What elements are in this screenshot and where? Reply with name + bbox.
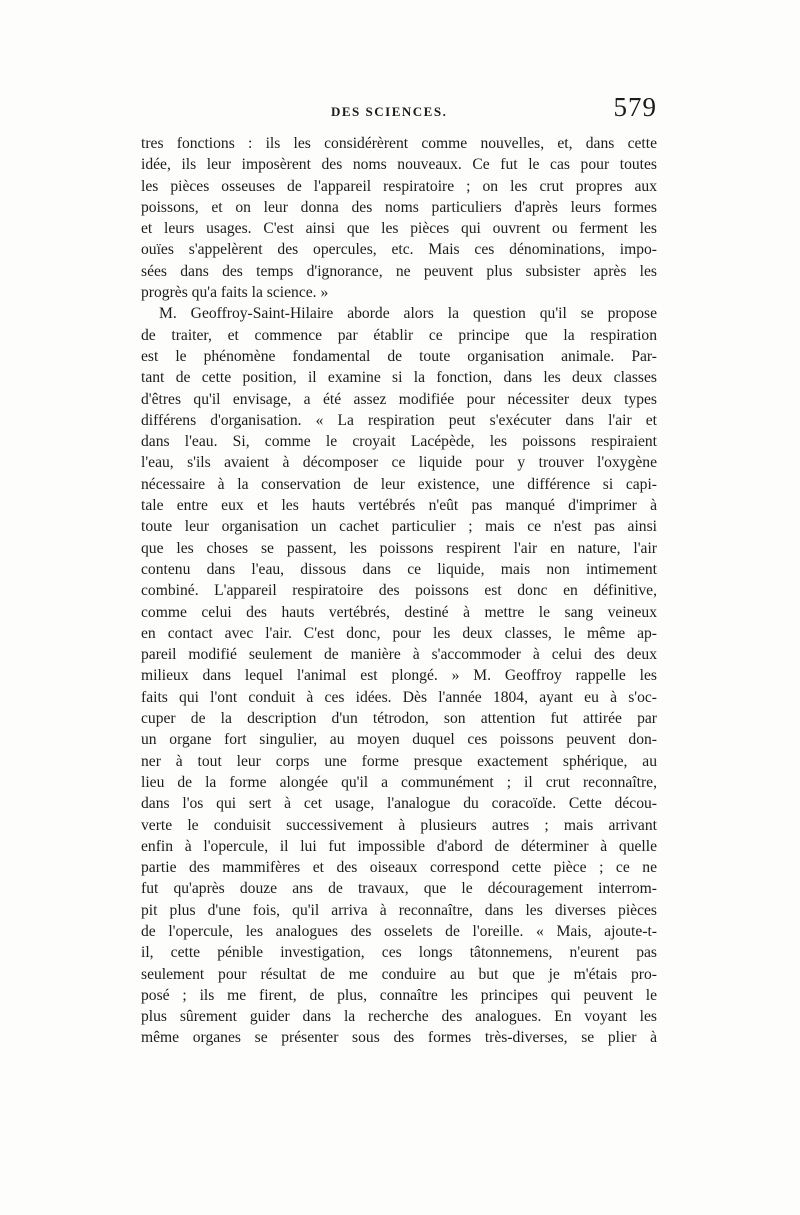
text-line: tale entre eux et les hauts vertébrés n'eût pas manqué d'imprimer à bbox=[141, 497, 657, 515]
text-line: il, cette pénible investigation, ces longs tâtonnemens, n'eurent pas bbox=[141, 944, 657, 962]
text-line: tant de cette position, il examine si la fonction, dans les deux classes bbox=[141, 369, 657, 387]
running-head bbox=[143, 92, 657, 132]
running-head-title: DES SCIENCES. bbox=[331, 104, 448, 119]
text-line: enfin à l'opercule, il lui fut impossible d'abord de déterminer à quelle bbox=[141, 837, 657, 855]
text-line: partie des mammifères et des oiseaux correspond cette pièce ; ce ne bbox=[141, 859, 657, 877]
text-line: fut qu'après douze ans de travaux, que le découragement interrom- bbox=[141, 880, 657, 898]
text-line: dans l'os qui sert à cet usage, l'analogue du coracoïde. Cette décou- bbox=[141, 795, 657, 813]
body-text bbox=[141, 133, 657, 1049]
text-line: un organe fort singulier, au moyen duquel ces poissons peuvent don- bbox=[141, 731, 657, 749]
text-line: les pièces osseuses de l'appareil respiratoire ; on les crut propres aux bbox=[141, 177, 657, 195]
text-line: idée, ils leur imposèrent des noms nouveaux. Ce fut le cas pour toutes bbox=[141, 156, 657, 174]
text-line: plus sûrement guider dans la recherche des analogues. En voyant les bbox=[141, 1008, 657, 1026]
text-line: comme celui des hauts vertébrés, destiné à mettre le sang veineux bbox=[141, 603, 657, 621]
text-line: dans l'eau. Si, comme le croyait Lacépède, les poissons respiraient bbox=[141, 433, 657, 451]
text-line: combiné. L'appareil respiratoire des poissons est donc en définitive, bbox=[141, 582, 657, 600]
text-line: seulement pour résultat de me conduire au but que je m'étais pro- bbox=[141, 965, 657, 983]
text-line: différens d'organisation. « La respiration peut s'exécuter dans l'air et bbox=[141, 411, 657, 429]
text-line: de traiter, et commence par établir ce principe que la respiration bbox=[141, 326, 657, 344]
text-line: poissons, et on leur donna des noms particuliers d'après leurs formes bbox=[141, 198, 657, 216]
text-line: contenu dans l'eau, dissous dans ce liquide, mais non intimement bbox=[141, 560, 657, 578]
text-line: et leurs usages. C'est ainsi que les pièces qui ouvrent ou ferment les bbox=[141, 220, 657, 238]
text-line: posé ; ils me firent, de plus, connaître les principes qui peuvent le bbox=[141, 986, 657, 1004]
text-line: tres fonctions : ils les considérèrent comme nouvelles, et, dans cette bbox=[141, 135, 657, 152]
text-line: verte le conduisit successivement à plusieurs autres ; mais arrivant bbox=[141, 816, 657, 834]
text-line: en contact avec l'air. C'est donc, pour les deux classes, le même ap- bbox=[141, 624, 657, 642]
text-line: de l'opercule, les analogues des osselets de l'oreille. « Mais, ajoute-t- bbox=[141, 922, 657, 940]
text-line: ouïes s'appelèrent des opercules, etc. Mais ces dénominations, impo- bbox=[141, 241, 657, 259]
text-line: d'êtres qu'il envisage, a été assez modifiée pour nécessiter deux types bbox=[141, 390, 657, 408]
text-line: nécessaire à la conservation de leur existence, une différence si capi- bbox=[141, 475, 657, 493]
text-line: progrès qu'a faits la science. » bbox=[141, 284, 329, 302]
text-line: même organes se présenter sous des formes très-diverses, se plier à bbox=[141, 1029, 657, 1047]
text-line: lieu de la forme alongée qu'il a communément ; il crut reconnaître, bbox=[141, 773, 657, 791]
paragraph-start-line: M. Geoffroy-Saint-Hilaire aborde alors la question qu'il se propose bbox=[159, 305, 657, 323]
text-line: faits qui l'ont conduit à ces idées. Dès l'année 1804, ayant eu à s'oc- bbox=[141, 688, 657, 706]
text-line: toute leur organisation un cachet particulier ; mais ce n'est pas ainsi bbox=[141, 518, 657, 536]
text-line: est le phénomène fondamental de toute organisation animale. Par- bbox=[141, 347, 657, 365]
text-line: pit plus d'une fois, qu'il arriva à reconnaître, dans les diverses pièces bbox=[141, 901, 657, 919]
page-number: 579 bbox=[613, 92, 657, 122]
text-line: sées dans des temps d'ignorance, ne peuvent plus subsister après les bbox=[141, 262, 657, 280]
text-line: cuper de la description d'un tétrodon, son attention fut attirée par bbox=[141, 710, 657, 728]
text-line: pareil modifié seulement de manière à s'accommoder à celui des deux bbox=[141, 646, 657, 664]
text-line: ner à tout leur corps une forme presque exactement sphérique, au bbox=[141, 752, 657, 770]
text-line: l'eau, s'ils avaient à décomposer ce liquide pour y trouver l'oxygène bbox=[141, 454, 657, 472]
text-line: que les choses se passent, les poissons respirent l'air en nature, l'air bbox=[141, 539, 657, 557]
text-line: milieux dans lequel l'animal est plongé. » M. Geoffroy rappelle les bbox=[141, 667, 657, 685]
